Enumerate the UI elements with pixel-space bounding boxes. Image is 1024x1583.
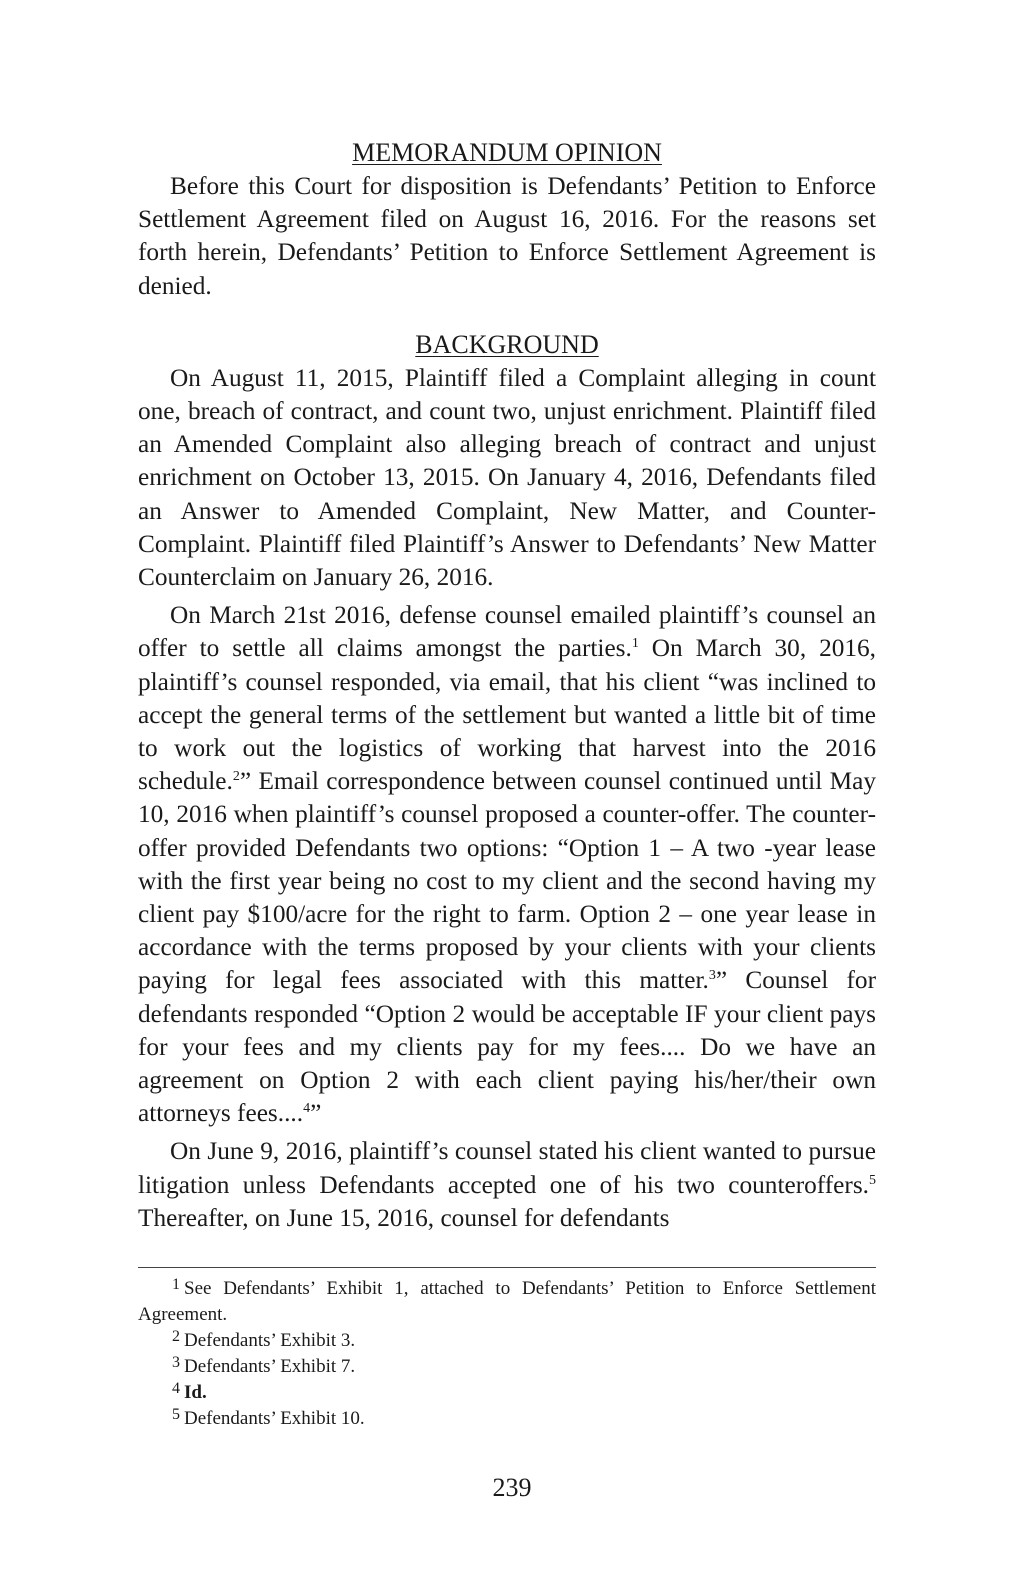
footnote-text: Id. (184, 1382, 207, 1403)
paragraph-text: On March 21st 2016, defense counsel emailed plaintiff’s counsel an offer to settle all claims amongst the parties. (138, 601, 876, 663)
footnote-reference: 5 (869, 1172, 876, 1188)
background-paragraph-1: On August 11, 2015, Plaintiff filed a Complaint alleging in count one, breach of contract, and count two, unjust enrichment. Plaintiff filed an Amended Complaint also alleging breach of contract and unjust enrichment on October 13, 2015. On January 4, 2016, Defendants filed an Answer to Amended Complaint, New Matter, and Counter-Complaint. Plaintiff filed Plaintiff’s Answer to Defendants’ New Matter Counterclaim on January 26, 2016. (138, 363, 876, 592)
footnote-reference: 1 (631, 636, 639, 652)
paragraph-text: Thereafter, on June 15, 2016, counsel for defendants (138, 1203, 670, 1232)
footnote-number: 1 (172, 1276, 180, 1293)
paragraph-text: ” (310, 1099, 322, 1128)
footnote (138, 1380, 876, 1406)
footnote-reference: 3 (708, 968, 716, 984)
paragraph-text: ” Counsel for defendants responded “Option 2 would be acceptable IF your client pays for your fees and my clients pay for my fees.... Do we have an agreement on Option 2 with each client paying his/her/their own attorneys fees.... (138, 966, 876, 1128)
footnote-divider (138, 1267, 876, 1268)
footnote-reference: 2 (232, 769, 240, 785)
paragraph-text: On March 30, 2016, plaintiff’s counsel responded, via email, that his client “was inclined to accept the general terms of the settlement but wanted a little bit of time to work out the logistics of working that harvest into the 2016 schedule. (138, 634, 876, 796)
background-paragraph-2 (138, 599, 876, 1130)
memorandum-heading: MEMORANDUM OPINION (352, 138, 662, 167)
paragraph-text: ” Email correspondence between counsel continued until May 10, 2016 when plaintiff’s counsel proposed a counter-offer. The counter-offer provided Defendants two options: “Option 1 – A two -year lease with the first year being no cost to my client and the second having my client pay $100/acre for the right to farm. Option 2 – one year lease in accordance with the terms proposed by your clients with your clients paying for legal fees associated with this matter. (138, 767, 876, 995)
document-body (138, 130, 876, 1240)
footnote-text: Defendants’ Exhibit 3. (184, 1330, 356, 1351)
footnotes (138, 1276, 876, 1432)
background-heading: BACKGROUND (415, 329, 599, 359)
page-number: 239 (492, 1473, 532, 1502)
footnote-reference: 4 (303, 1101, 311, 1117)
footnote-text: Defendants’ Exhibit 7. (184, 1356, 356, 1377)
intro-paragraph: Before this Court for disposition is Defendants’ Petition to Enforce Settlement Agreement filed on August 16, 2016. For the reasons set forth herein, Defendants’ Petition to Enforce Settlement Agreement is denied. (138, 172, 876, 300)
footnote (138, 1276, 876, 1328)
footnote (138, 1406, 876, 1432)
paragraph-text: On June 9, 2016, plaintiff’s counsel stated his client wanted to pursue litigation unless Defendants accepted one of his two counteroffers. (138, 1137, 876, 1199)
footnote (138, 1354, 876, 1380)
footnote (138, 1328, 876, 1354)
footnote-number: 5 (172, 1406, 180, 1423)
background-paragraph-3 (138, 1135, 876, 1235)
footnote-text: Defendants’ Exhibit 10. (184, 1408, 365, 1429)
footnote-number: 3 (172, 1354, 180, 1371)
footnote-text: See Defendants’ Exhibit 1, attached to Defendants’ Petition to Enforce Settlement Agreement. (138, 1278, 876, 1325)
footnote-number: 4 (172, 1380, 180, 1397)
footnote-number: 2 (172, 1328, 180, 1345)
